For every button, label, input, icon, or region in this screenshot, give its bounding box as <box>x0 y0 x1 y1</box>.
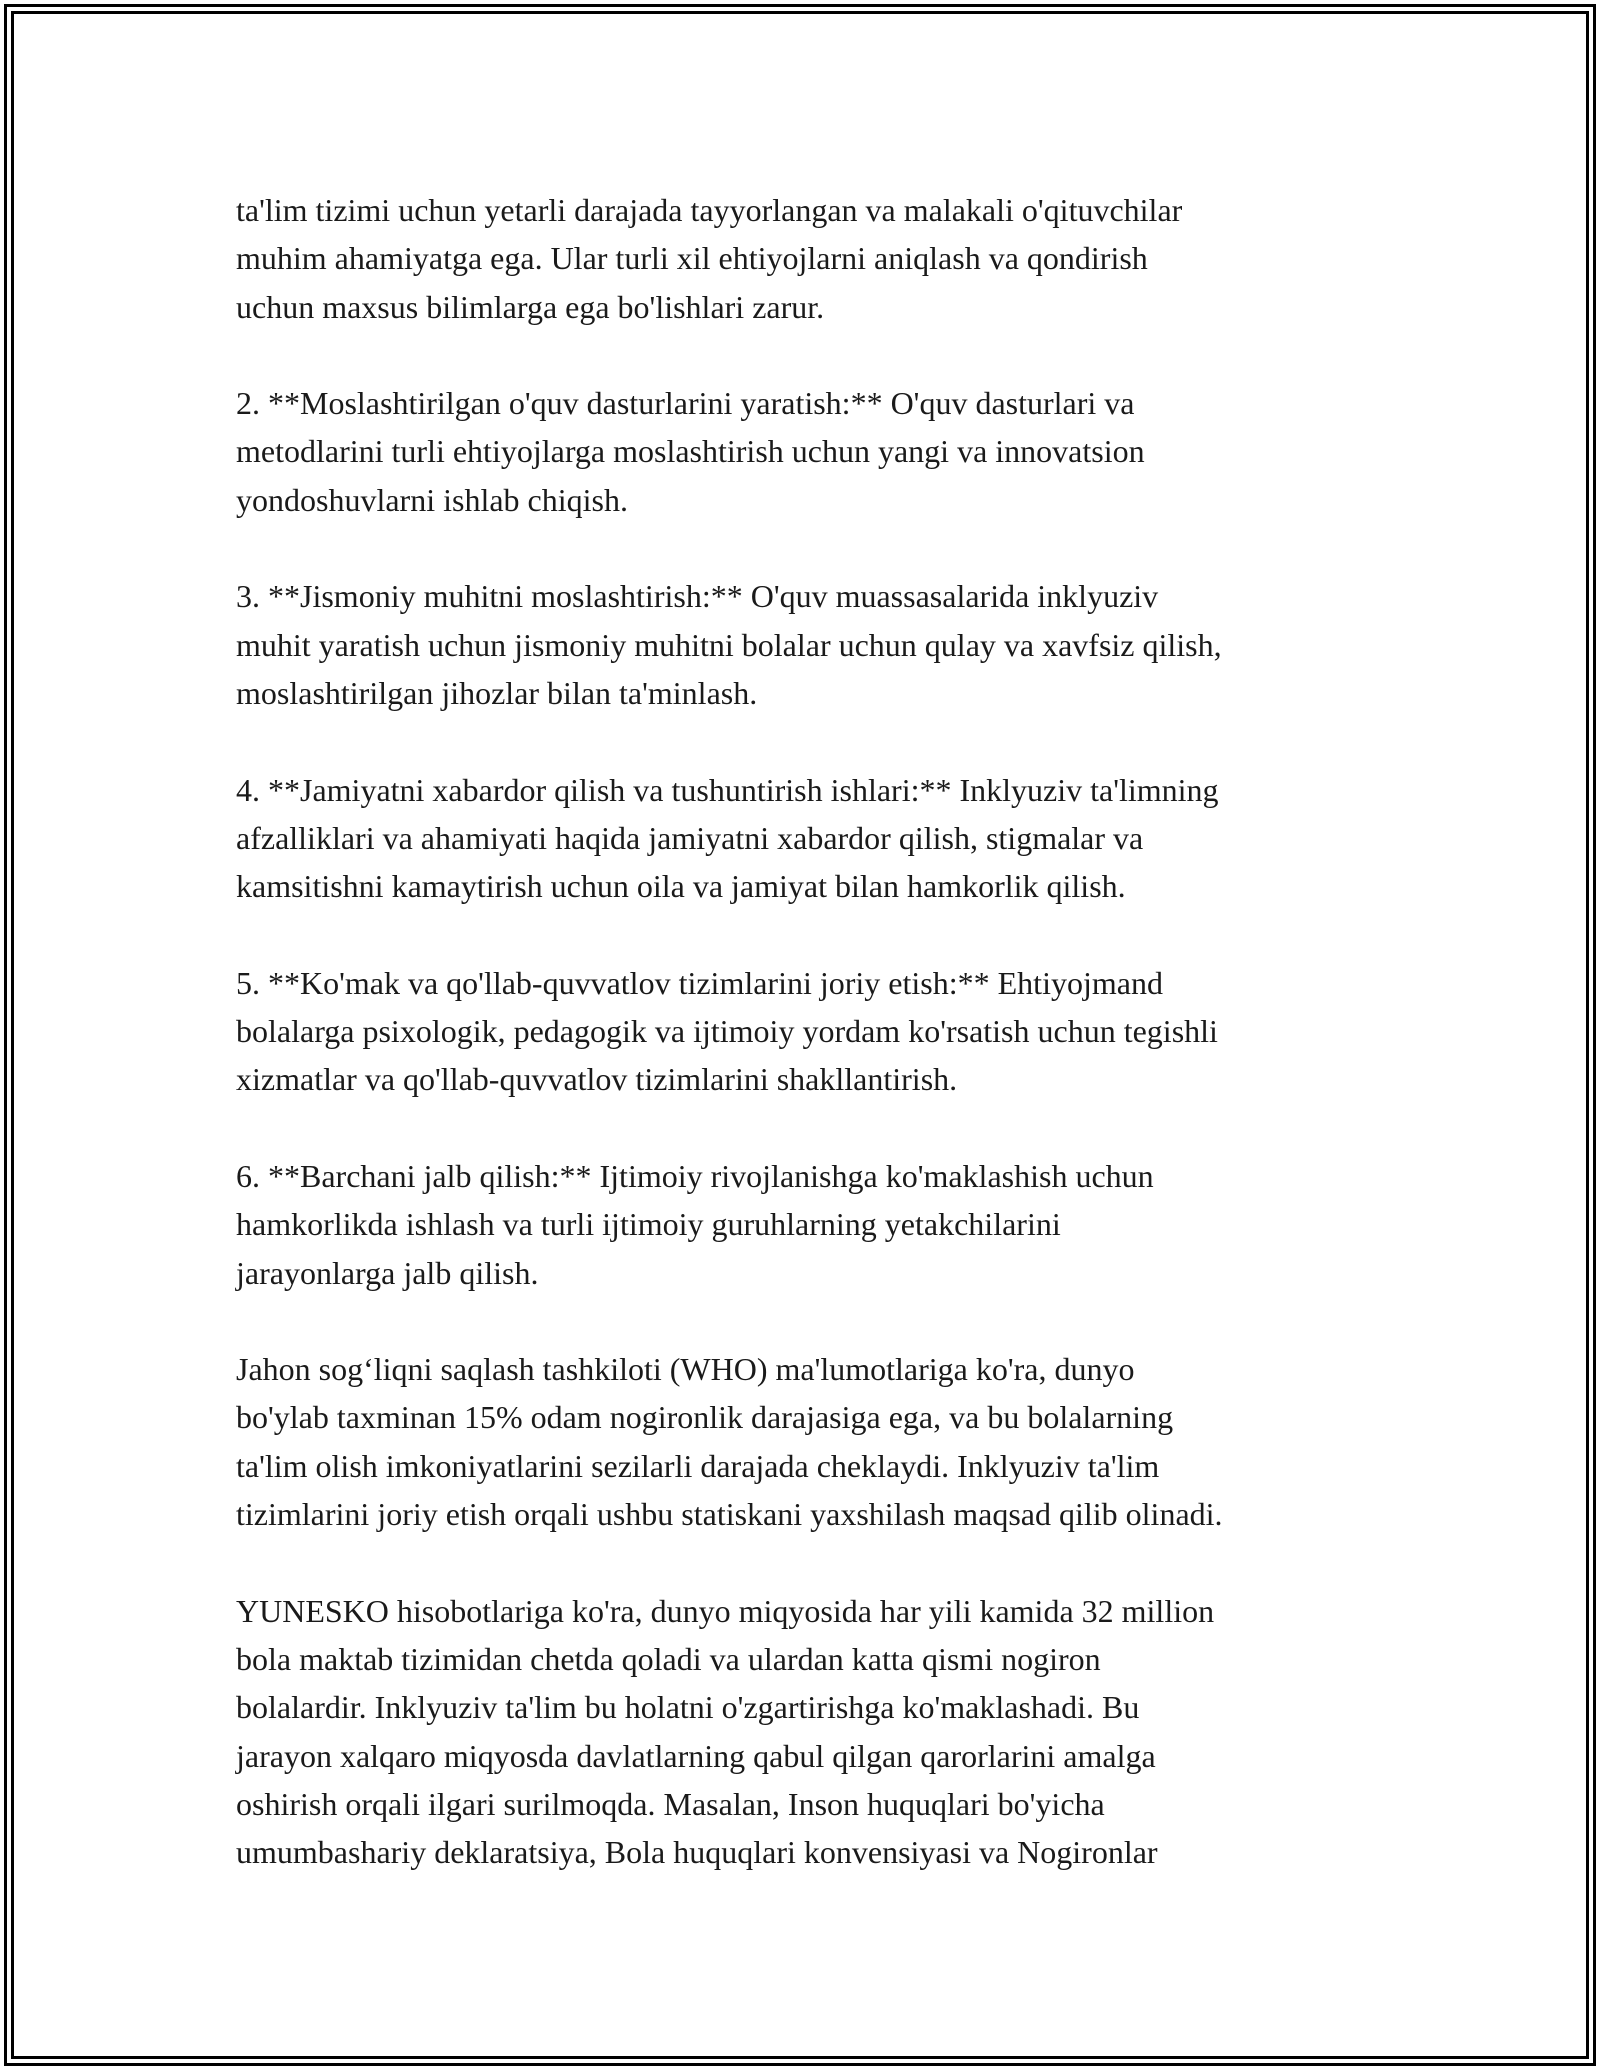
list-item-6-engagement: 6. **Barchani jalb qilish:** Ijtimoiy rivojlanishga ko'maklashish uchun hamkorlikda ishlash va turli ijtimoiy guruhlarning yetakchilarini jarayonlarga jalb qilish. <box>236 1157 1154 1291</box>
list-item-2-curricula: 2. **Moslashtirilgan o'quv dasturlarini yaratish:** O'quv dasturlari va metodlarini turli ehtiyojlarga moslashtirish uchun yangi va innovatsion yondoshuvlarni ishlab chiqish. <box>236 385 1145 518</box>
document-body <box>236 186 1396 1925</box>
paragraph-intro-continuation: ta'lim tizimi uchun yetarli darajada tayyorlangan va malakali o'qituvchilar muhim ahamiyatga ega. Ular turli xil ehtiyojlarni aniqlash va qondirish uchun maxsus bilimlarga ega bo'lishlari zarur. <box>236 192 1183 325</box>
paragraph-unesco-reports: YUNESKO hisobotlariga ko'ra, dunyo miqyosida har yili kamida 32 million bola maktab tizimidan chetda qoladi va ulardan katta qismi nogiron bolalardir. Inklyuziv ta'lim bu holatni o'zgartirishga ko'maklashadi. Bu jarayon xalqaro miqyosda davlatlarning qabul qilgan qarorlarini amalga oshirish orqali ilgari surilmoqda. Masalan, Inson huquqlari bo'yicha umumbashariy deklaratsiya, Bola huquqlari konvensiyasi va Nogironlar <box>236 1592 1215 1871</box>
paragraph-who-statistics: Jahon sogʻliqni saqlash tashkiloti (WHO) ma'lumotlariga ko'ra, dunyo bo'ylab taxminan 15% odam nogironlik darajasiga ega, va bu bolalarning ta'lim olish imkoniyatlarini sezilarli darajada cheklaydi. Inklyuziv ta'lim tizimlarini joriy etish orqali ushbu statiskani yaxshilash maqsad qilib olinadi. <box>236 1351 1223 1533</box>
list-item-3-physical-environment: 3. **Jismoniy muhitni moslashtirish:** O'quv muassasalarida inklyuziv muhit yaratish uchun jismoniy muhitni bolalar uchun qulay va xavfsiz qilish, moslashtirilgan jihozlar bilan ta'minlash. <box>236 578 1222 711</box>
list-item-5-support-systems: 5. **Ko'mak va qo'llab-quvvatlov tizimlarini joriy etish:** Ehtiyojmand bolalarga psixologik, pedagogik va ijtimoiy yordam ko'rsatish uchun tegishli xizmatlar va qo'llab-quvvatlov tizimlarini shakllantirish. <box>236 964 1218 1098</box>
list-item-4-public-awareness: 4. **Jamiyatni xabardor qilish va tushuntirish ishlari:** Inklyuziv ta'limning afzalliklari va ahamiyati haqida jamiyatni xabardor qilish, stigmalar va kamsitishni kamaytirish uchun oila va jamiyat bilan hamkorlik qilish. <box>236 771 1219 905</box>
